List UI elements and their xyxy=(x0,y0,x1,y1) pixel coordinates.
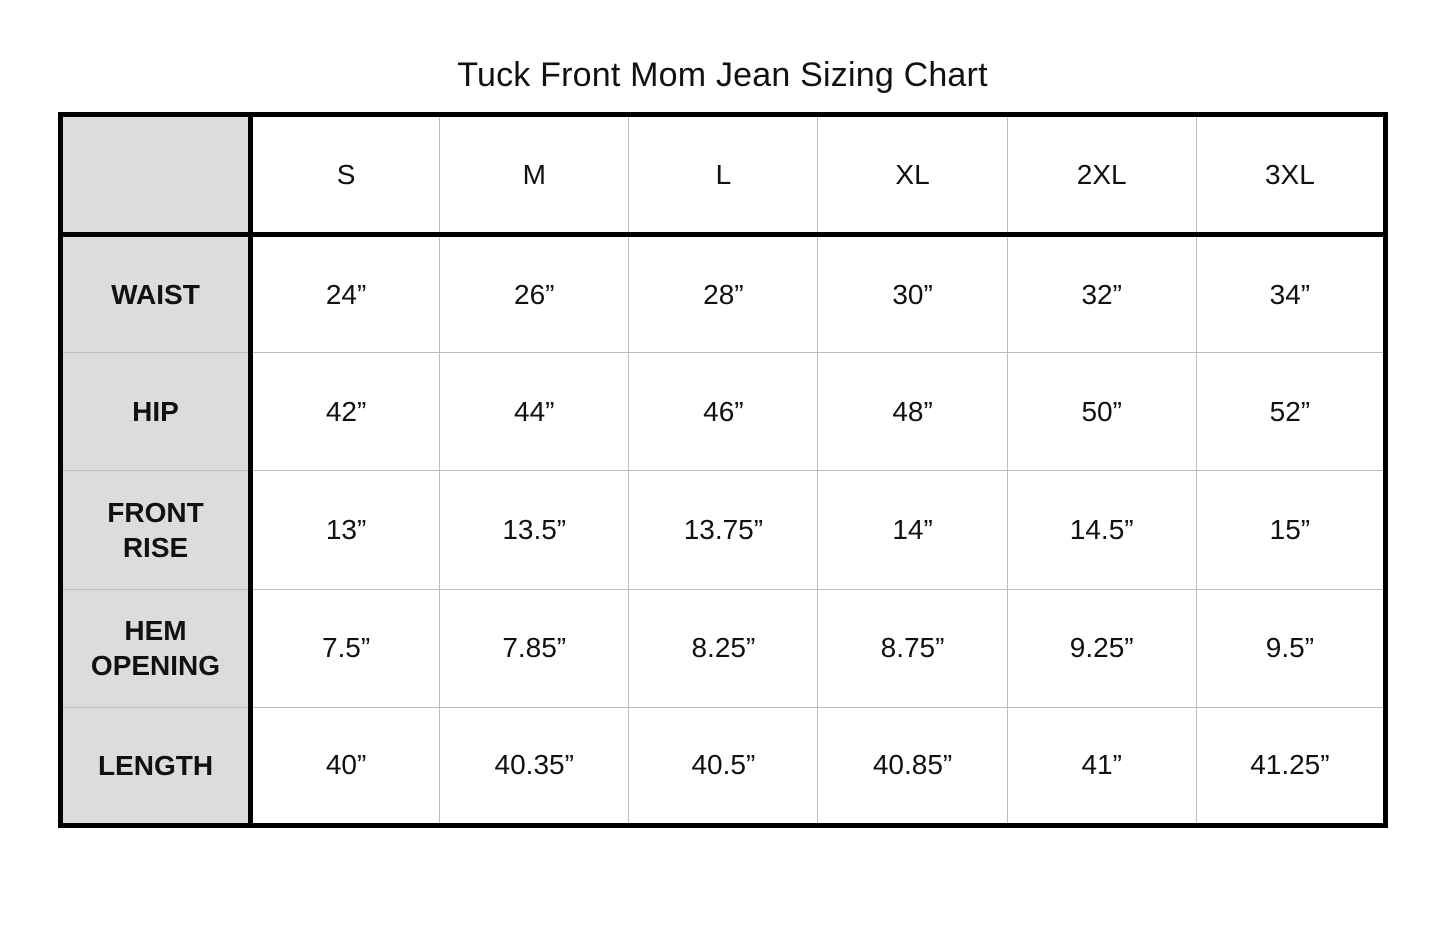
size-header-3xl: 3XL xyxy=(1196,115,1385,235)
table-row-hip xyxy=(61,353,1386,471)
table-cell: 40” xyxy=(251,707,440,825)
row-label-hem-opening: HEM OPENING xyxy=(61,589,251,707)
size-header-l: L xyxy=(629,115,818,235)
table-cell: 48” xyxy=(818,353,1007,471)
table-cell: 41.25” xyxy=(1196,707,1385,825)
row-label-length: LENGTH xyxy=(61,707,251,825)
table-cell: 30” xyxy=(818,235,1007,353)
table-cell: 8.75” xyxy=(818,589,1007,707)
table-cell: 32” xyxy=(1007,235,1196,353)
table-cell: 34” xyxy=(1196,235,1385,353)
size-header-2xl: 2XL xyxy=(1007,115,1196,235)
table-cell: 42” xyxy=(251,353,440,471)
table-cell: 7.85” xyxy=(440,589,629,707)
table-cell: 46” xyxy=(629,353,818,471)
table-cell: 14.5” xyxy=(1007,471,1196,589)
row-label-hip: HIP xyxy=(61,353,251,471)
size-header-xl: XL xyxy=(818,115,1007,235)
table-cell: 44” xyxy=(440,353,629,471)
table-cell: 52” xyxy=(1196,353,1385,471)
table-cell: 41” xyxy=(1007,707,1196,825)
table-cell: 13” xyxy=(251,471,440,589)
chart-title: Tuck Front Mom Jean Sizing Chart xyxy=(457,56,988,94)
table-cell: 15” xyxy=(1196,471,1385,589)
size-header-m: M xyxy=(440,115,629,235)
table-cell: 40.5” xyxy=(629,707,818,825)
table-cell: 9.5” xyxy=(1196,589,1385,707)
table-cell: 13.5” xyxy=(440,471,629,589)
table-row-waist xyxy=(61,235,1386,353)
row-label-front-rise: FRONT RISE xyxy=(61,471,251,589)
row-label-waist: WAIST xyxy=(61,235,251,353)
table-cell: 26” xyxy=(440,235,629,353)
table-cell: 13.75” xyxy=(629,471,818,589)
size-header-row xyxy=(61,115,1386,235)
table-cell: 8.25” xyxy=(629,589,818,707)
table-row-length xyxy=(61,707,1386,825)
size-header-s: S xyxy=(251,115,440,235)
sizing-table xyxy=(58,112,1388,828)
table-row-front-rise xyxy=(61,471,1386,589)
table-cell: 9.25” xyxy=(1007,589,1196,707)
corner-cell xyxy=(61,115,251,235)
table-cell: 14” xyxy=(818,471,1007,589)
table-cell: 24” xyxy=(251,235,440,353)
table-cell: 7.5” xyxy=(251,589,440,707)
table-cell: 28” xyxy=(629,235,818,353)
table-row-hem-opening xyxy=(61,589,1386,707)
table-cell: 40.35” xyxy=(440,707,629,825)
table-cell: 50” xyxy=(1007,353,1196,471)
table-cell: 40.85” xyxy=(818,707,1007,825)
